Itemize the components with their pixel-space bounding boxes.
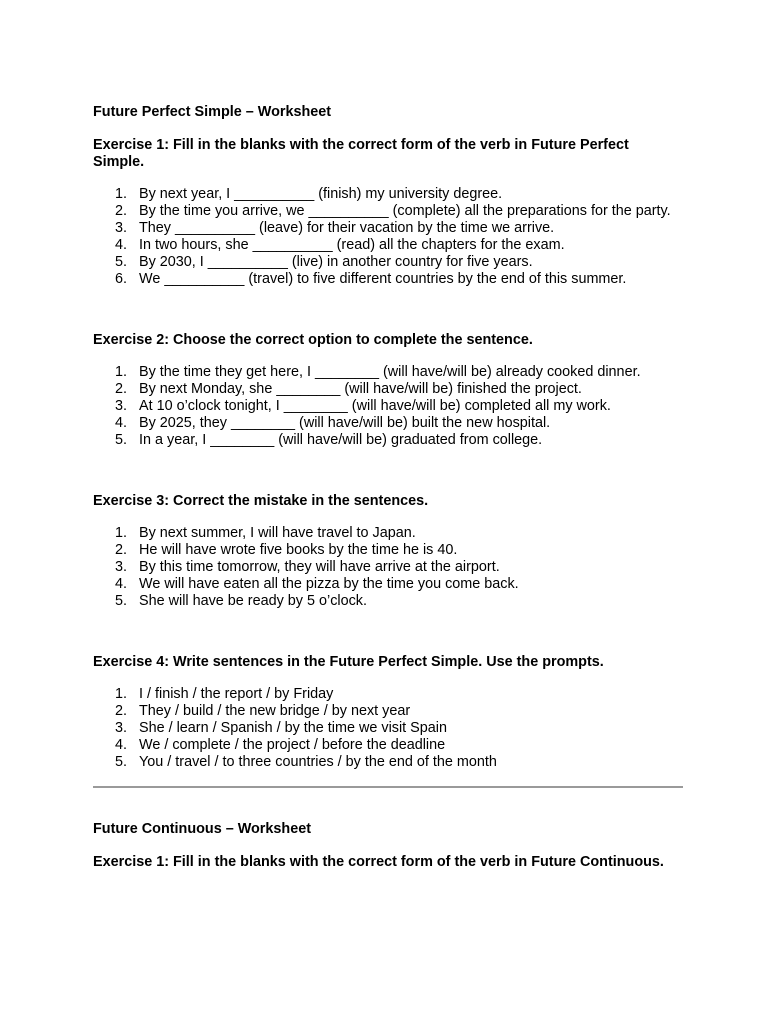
list-item: 5. By 2030, I __________ (live) in another country for five years. bbox=[115, 254, 533, 270]
list-item: 5. In a year, I ________ (will have/will be) graduated from college. bbox=[115, 432, 543, 448]
list-item: 2. By next Monday, she ________ (will have/will be) finished the project. bbox=[115, 381, 582, 397]
list-item: 2. He will have wrote five books by the time he is 40. bbox=[115, 542, 458, 558]
worksheet-title: Future Perfect Simple – Worksheet bbox=[93, 104, 332, 120]
worksheet-title-2: Future Continuous – Worksheet bbox=[93, 821, 312, 837]
exercise-heading: Exercise 1: Fill in the blanks with the correct form of the verb in Future Perfect Simple. bbox=[93, 137, 629, 170]
exercise-2 bbox=[93, 332, 683, 449]
list-item: 4. In two hours, she __________ (read) all the chapters for the exam. bbox=[115, 237, 565, 253]
list-item: 1. I / finish / the report / by Friday bbox=[115, 686, 334, 702]
section-divider bbox=[93, 786, 683, 788]
list-item: 5. She will have be ready by 5 o’clock. bbox=[115, 593, 367, 609]
list-item: 4. We / complete / the project / before the deadline bbox=[115, 737, 446, 753]
exercise-heading: Exercise 2: Choose the correct option to complete the sentence. bbox=[93, 332, 533, 348]
list-item: 1. By next year, I __________ (finish) my university degree. bbox=[115, 186, 503, 202]
exercise-list bbox=[93, 364, 683, 449]
list-item: 1. By next summer, I will have travel to Japan. bbox=[115, 525, 416, 541]
exercise-list bbox=[93, 525, 683, 610]
list-item: 4. By 2025, they ________ (will have/will be) built the new hospital. bbox=[115, 415, 551, 431]
exercise-heading: Exercise 3: Correct the mistake in the sentences. bbox=[93, 493, 429, 509]
list-item: 1. By the time they get here, I ________ (will have/will be) already cooked dinner. bbox=[115, 364, 641, 380]
exercise-heading: Exercise 1: Fill in the blanks with the correct form of the verb in Future Continuous. bbox=[93, 854, 664, 870]
list-item: 5. You / travel / to three countries / by the end of the month bbox=[115, 754, 497, 770]
exercise-3 bbox=[93, 493, 683, 610]
exercise-1 bbox=[93, 137, 683, 288]
list-item: 6. We __________ (travel) to five different countries by the end of this summer. bbox=[115, 271, 627, 287]
worksheet-body bbox=[93, 104, 683, 871]
list-item: 3. At 10 o’clock tonight, I ________ (will have/will be) completed all my work. bbox=[115, 398, 611, 414]
list-item: 3. They __________ (leave) for their vacation by the time we arrive. bbox=[115, 220, 555, 236]
exercise-list bbox=[93, 186, 683, 288]
exercise-list bbox=[93, 686, 683, 771]
list-item: 2. By the time you arrive, we __________ (complete) all the preparations for the party. bbox=[115, 203, 671, 219]
list-item: 4. We will have eaten all the pizza by the time you come back. bbox=[115, 576, 519, 592]
exercise-4 bbox=[93, 654, 683, 771]
list-item: 2. They / build / the new bridge / by next year bbox=[115, 703, 411, 719]
list-item: 3. She / learn / Spanish / by the time we visit Spain bbox=[115, 720, 447, 736]
list-item: 3. By this time tomorrow, they will have arrive at the airport. bbox=[115, 559, 500, 575]
exercise-heading: Exercise 4: Write sentences in the Future Perfect Simple. Use the prompts. bbox=[93, 654, 604, 670]
